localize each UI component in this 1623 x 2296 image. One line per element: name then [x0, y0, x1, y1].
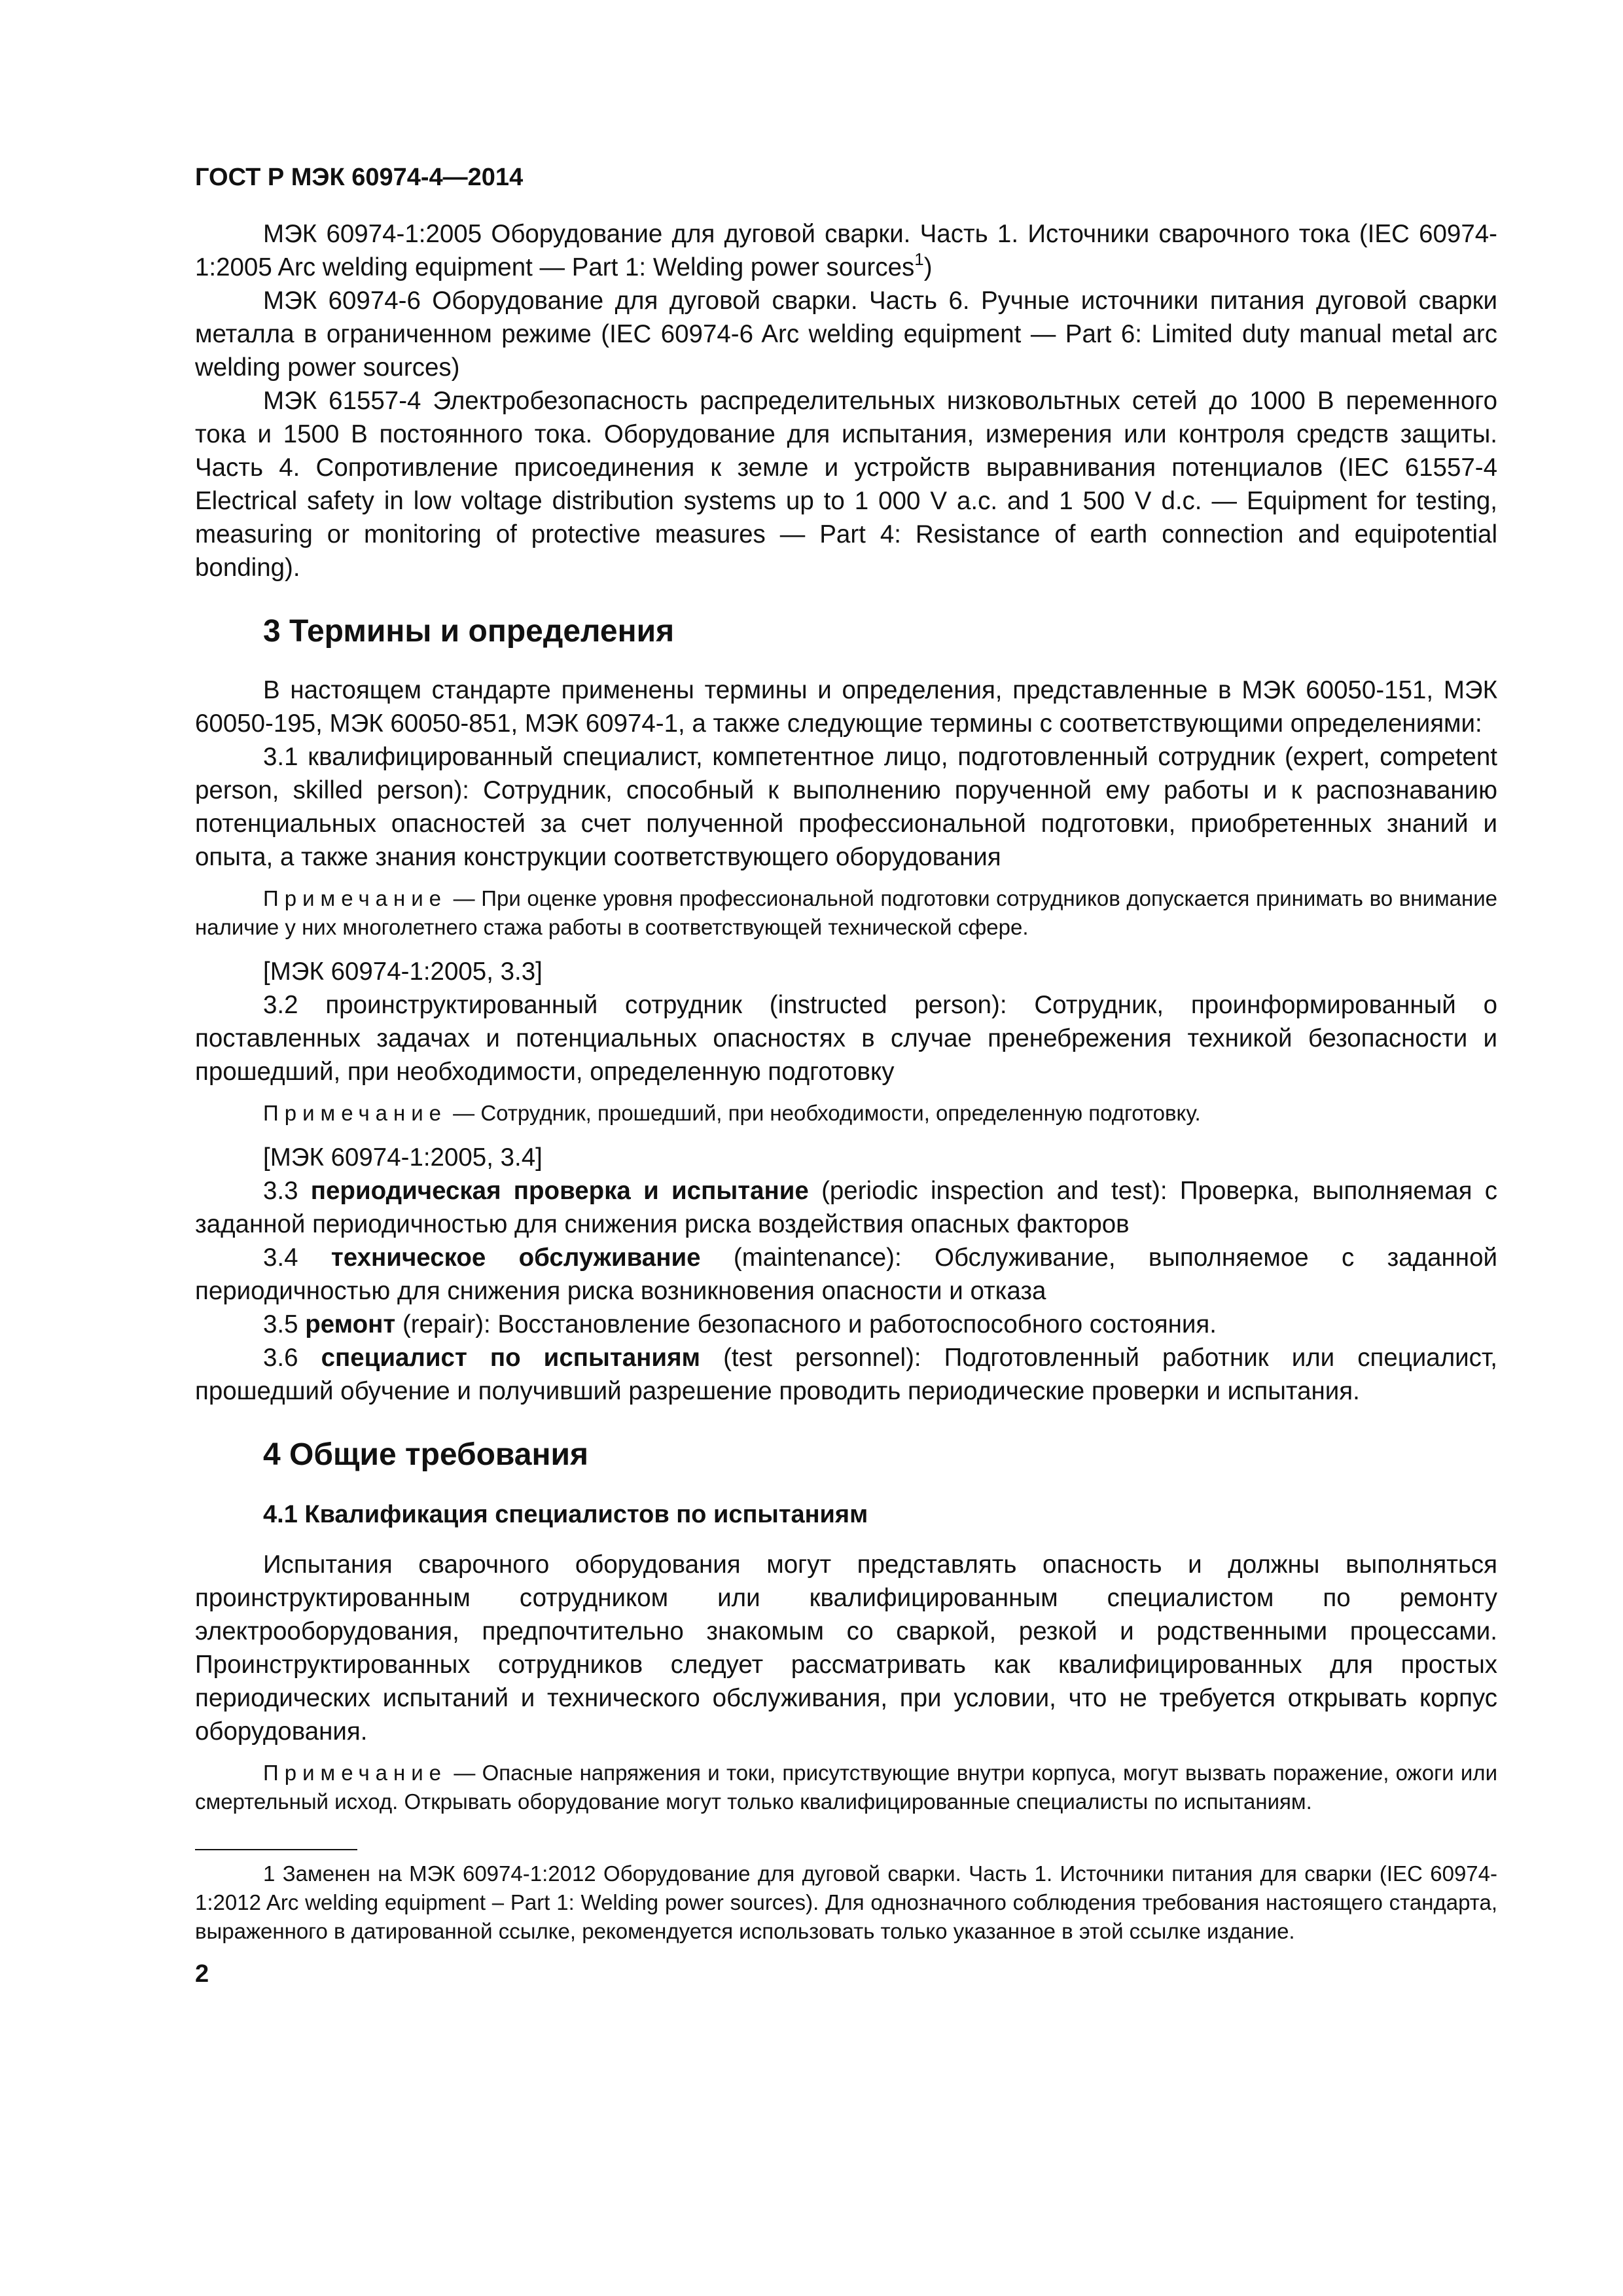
footnote-marker[interactable]: 1 [914, 249, 924, 269]
term-3-4: 3.4 техническое обслуживание (maintenance): Обслуживание, выполняемое с заданной периодичностью для снижения риска возникновения опасности и отказа [195, 1244, 1497, 1305]
reference-item: МЭК 61557-4 Электробезопасность распределительных низковольтных сетей до 1000 В переменного тока и 1500 В постоянного тока. Оборудование для испытания, измерения или контроля средств защиты. Часть 4. Сопротивление присоединения к земле и устройств выравнивания потенциалов (IEC 61557-4 Electrical safety in low voltage distribution systems up to 1 000 V a.c. and 1 500 V d.c. — Equipment for testing, measuring or monitoring of protective measures — Part 4: Resistance of earth connection and equipotential bonding). [195, 387, 1497, 582]
note-3-2: Примечание — Сотрудник, прошедший, при необходимости, определенную подготовку. [263, 1101, 1201, 1125]
term-3-3: 3.3 периодическая проверка и испытание (periodic inspection and test): Проверка, выполняемая с заданной периодичностью для снижения риска воздействия опасных факторов [195, 1177, 1497, 1238]
footnote-separator [195, 1849, 357, 1850]
section-3-heading: 3 Термины и определения [263, 614, 675, 649]
footnote: 1 Заменен на МЭК 60974-1:2012 Оборудование для дуговой сварки. Часть 1. Источники питания для сварки (IEC 60974-1:2012 Arc welding equipment – Part 1: Welding power sources). Для однозначного соблюдения требования настоящего стандарта, выраженного в датированной ссылке, рекомендуется использовать только указанное в этой ссылке издание. [195, 1861, 1497, 1943]
term-3-5: 3.5 ремонт (repair): Восстановление безопасного и работоспособного состояния. [263, 1310, 1217, 1338]
section-4-heading: 4 Общие требования [263, 1437, 588, 1472]
subsection-4-1-heading: 4.1 Квалификация специалистов по испытаниям [263, 1501, 868, 1528]
page-number: 2 [195, 1960, 209, 1988]
source-reference: [МЭК 60974-1:2005, 3.4] [263, 1143, 543, 1172]
subsection-4-1-text: Испытания сварочного оборудования могут представлять опасность и должны выполняться проинструктированным сотрудником или квалифицированным специалистом по ремонту электрооборудования, предпочтительно знакомым со сваркой, резкой и родственными процессами. Проинструктированных сотрудников следует рассматривать как квалифицированных для простых периодических испытаний и технического обслуживания, при условии, что не требуется открывать корпус оборудования. [195, 1551, 1497, 1746]
reference-item: МЭК 60974-6 Оборудование для дуговой сварки. Часть 6. Ручные источники питания дуговой сварки металла в ограниченном режиме (IEC 60974-6 Arc welding equipment — Part 6: Limited duty manual metal arc welding power sources) [195, 287, 1497, 382]
source-reference: [МЭК 60974-1:2005, 3.3] [263, 958, 543, 986]
note-4-1: Примечание — Опасные напряжения и токи, присутствующие внутри корпуса, могут вызвать поражение, ожоги или смертельный исход. Открывать оборудование могут только квалифицированные специалисты по испытаниям. [195, 1761, 1497, 1814]
term-3-1: 3.1 квалифицированный специалист, компетентное лицо, подготовленный сотрудник (expert, competent person, skilled person): Сотрудник, способный к выполнению порученной ему работы и к распознаванию потенциальных опасностей за счет полученной профессиональной подготовки, приобретенных знаний и опыта, а также знания конструкции соответствующего оборудования [195, 743, 1497, 871]
document-header: ГОСТ Р МЭК 60974-4—2014 [195, 164, 524, 191]
reference-item: МЭК 60974-1:2005 Оборудование для дуговой сварки. Часть 1. Источники сварочного тока (IEC 60974-1:2005 Arc welding equipment — Part 1: Welding power sources$^1$) [195, 220, 1497, 281]
term-3-6: 3.6 специалист по испытаниям (test personnel): Подготовленный работник или специалист, прошедший обучение и получивший разрешение проводить периодические проверки и испытания. [195, 1344, 1497, 1405]
term-3-2: 3.2 проинструктированный сотрудник (instructed person): Сотрудник, проинформированный о поставленных задачах и потенциальных опасностях в случае пренебрежения техникой безопасности и прошедший, при необходимости, определенную подготовку [195, 991, 1497, 1086]
section-3-intro: В настоящем стандарте применены термины и определения, представленные в МЭК 60050-151, МЭК 60050-195, МЭК 60050-851, МЭК 60974-1, а также следующие термины с соответствующими определениями: [195, 676, 1497, 738]
document-page [195, 161, 1497, 1990]
note-3-1: Примечание — При оценке уровня профессиональной подготовки сотрудников допускается принимать во внимание наличие у них многолетнего стажа работы в соответствующей технической сфере. [195, 886, 1497, 939]
